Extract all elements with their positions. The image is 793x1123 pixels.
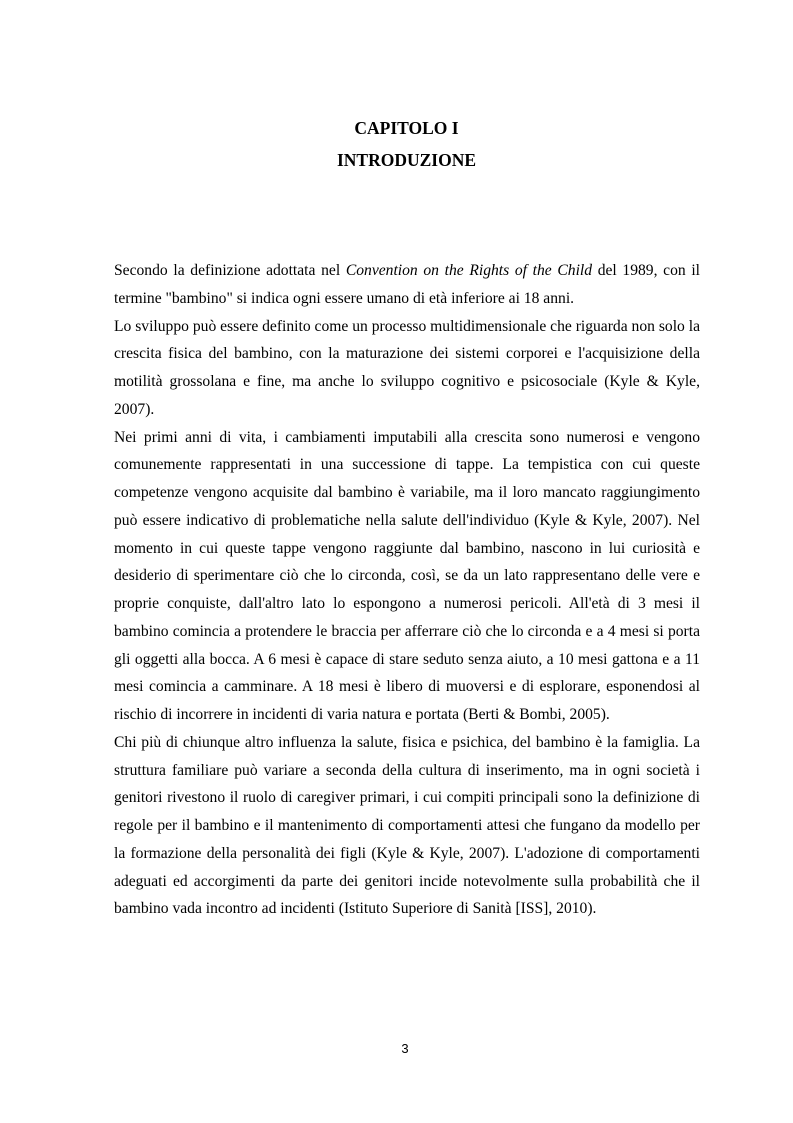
body-text — [114, 257, 700, 923]
paragraph-2: Lo sviluppo può essere definito come un processo multidimensionale che riguarda non solo la crescita fisica del bambino, con la maturazione dei sistemi corporei e l'acquisizione della motilità grossolana e fine, ma anche lo sviluppo cognitivo e psicosociale (Kyle & Kyle, 2007). — [114, 317, 700, 418]
convention-title: Convention on the Rights of the Child — [345, 262, 593, 279]
paragraph-1 — [114, 257, 700, 313]
page-number: 3 — [401, 1041, 409, 1056]
paragraph-4: Chi più di chiunque altro influenza la salute, fisica e psichica, del bambino è la famiglia. La struttura familiare può variare a seconda della cultura di inserimento, ma in ogni società i genitori rivestono il ruolo di caregiver primari, i cui compiti principali sono la definizione di regole per il bambino e il mantenimento di comportamenti attesi che fungano da modello per la formazione della personalità dei figli (Kyle & Kyle, 2007). L'adozione di comportamenti adeguati ed accorgimenti da parte dei genitori incide notevolmente sulla probabilità che il bambino vada incontro ad incidenti (Istituto Superiore di Sanità [ISS], 2010). — [114, 733, 700, 918]
paragraph-1-text-before: Secondo la definizione adottata nel — [114, 262, 346, 279]
chapter-title: INTRODUZIONE — [336, 150, 477, 170]
chapter-label: CAPITOLO I — [354, 118, 459, 138]
paragraph-3: Nei primi anni di vita, i cambiamenti imputabili alla crescita sono numerosi e vengono comunemente rappresentati in una successione di tappe. La tempistica con cui queste competenze vengono acquisite dal bambino è variabile, ma il loro mancato raggiungimento può essere indicativo di problematiche nella salute dell'individuo (Kyle & Kyle, 2007). Nel momento in cui queste tappe vengono raggiunte dal bambino, nascono in lui curiosità e desiderio di sperimentare ciò che lo circonda, così, se da un lato rappresentano delle vere e proprie conquiste, dall'altro lato lo espongono a numerosi pericoli. All'età di 3 mesi il bambino comincia a protendere le braccia per afferrare ciò che lo circonda e a 4 mesi si porta gli oggetti alla bocca. A 6 mesi è capace di stare seduto senza aiuto, a 10 mesi gattona e a 11 mesi comincia a camminare. A 18 mesi è libero di muoversi e di esplorare, esponendosi al rischio di incorrere in incidenti di varia natura e portata (Berti & Bombi, 2005). — [114, 428, 700, 723]
paragraph-1-text-after: del 1989, con il termine "bambino" si indica ogni essere umano di età inferiore ai 18 anni. — [114, 262, 700, 307]
